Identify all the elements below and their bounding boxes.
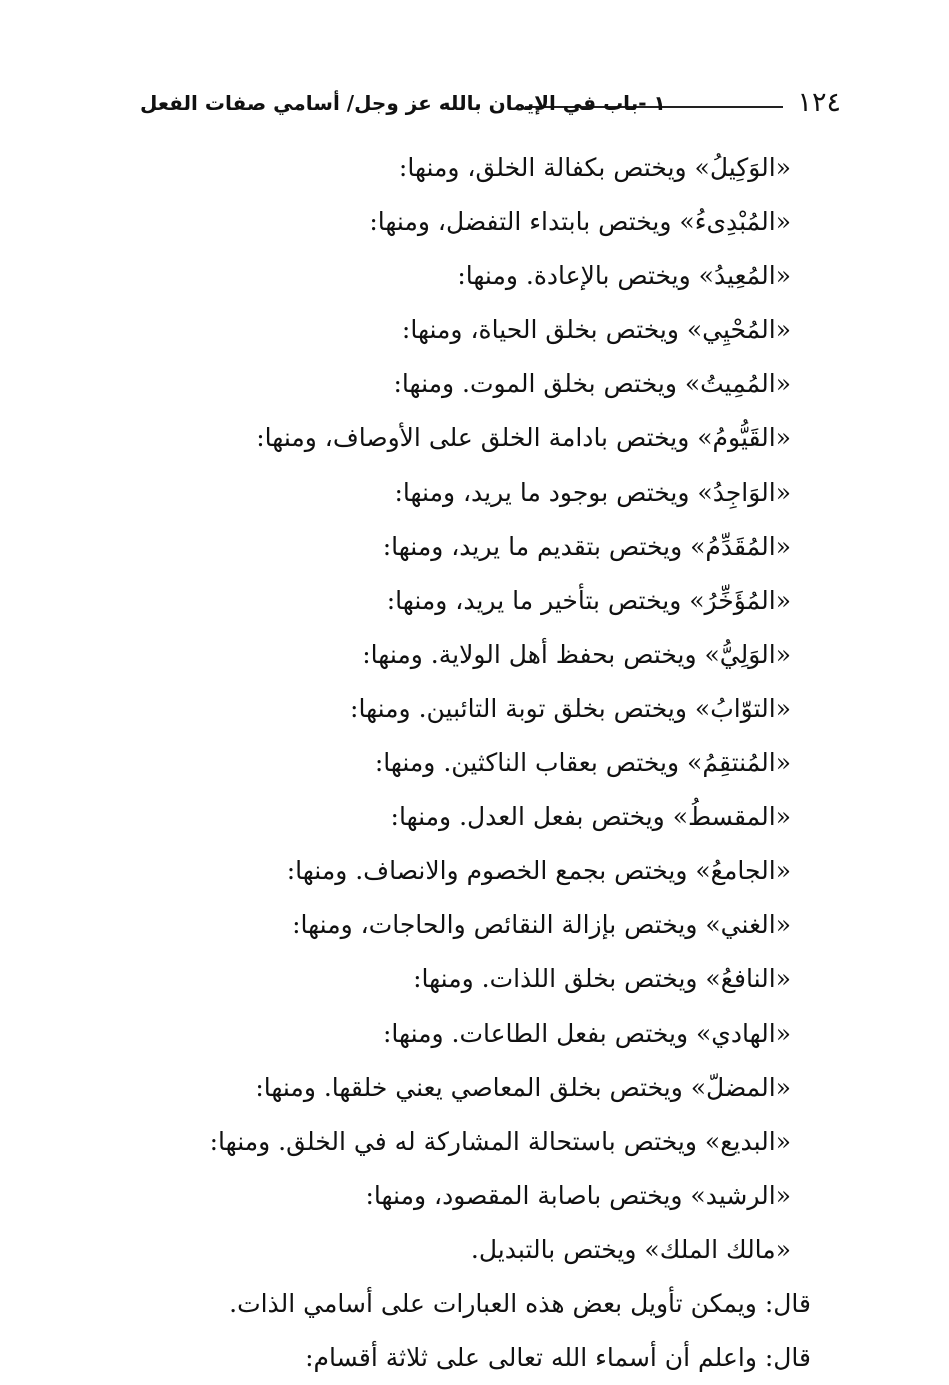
page-header (140, 85, 841, 121)
text-line: «المُمِيتُ» ويختص بخلق الموت. ومنها: (393, 369, 791, 399)
text-line: «الهادي» ويختص بفعل الطاعات. ومنها: (383, 1018, 791, 1048)
text-line: «المقسطُ» ويختص بفعل العدل. ومنها: (390, 802, 791, 832)
text-line: «الجامعُ» ويختص بجمع الخصوم والانصاف. ومنها: (286, 856, 791, 886)
text-line: «الوَلِيُّ» ويختص بحفظ أهل الولاية. ومنها: (362, 639, 791, 669)
running-title: ١ -باب في الإيمان بالله عز وجل/ أسامي صفات الفعل (140, 91, 666, 115)
page-number: ١٢٤ (797, 87, 841, 118)
text-line: «الوَاجِدُ» ويختص بوجود ما يريد، ومنها: (394, 477, 791, 507)
text-line: «البديع» ويختص باستحالة المشاركة له في الخلق. ومنها: (209, 1126, 791, 1156)
text-line: «النافعُ» ويختص بخلق اللذات. ومنها: (413, 964, 791, 994)
text-line: «التوّابُ» ويختص بخلق توبة التائبين. ومنها: (350, 693, 791, 723)
text-line: «المُعِيدُ» ويختص بالإعادة. ومنها: (457, 261, 791, 291)
text-line: «الرشيد» ويختص باصابة المقصود، ومنها: (365, 1180, 791, 1210)
text-line: «المُؤَخِّرُ» ويختص بتأخير ما يريد، ومنها: (386, 585, 791, 615)
note-line: قال: ويمكن تأويل بعض هذه العبارات على أسامي الذات. (229, 1288, 811, 1318)
text-line: «المُبْدِىءُ» ويختص بابتداء التفضل، ومنها: (369, 207, 791, 237)
text-line: «الوَكِيلُ» ويختص بكفالة الخلق، ومنها: (398, 153, 791, 182)
text-line: «المُحْيِي» ويختص بخلق الحياة، ومنها: (401, 315, 791, 345)
text-line: «المضلّ» ويختص بخلق المعاصي يعني خلقها. ومنها: (255, 1072, 791, 1102)
body-text (160, 141, 811, 1385)
text-line: «المُقَدِّمُ» ويختص بتقديم ما يريد، ومنها: (382, 531, 791, 561)
text-line: «القَيُّومُ» ويختص بادامة الخلق على الأوصاف، ومنها: (256, 423, 791, 453)
note-line: قال: واعلم أن أسماء الله تعالى على ثلاثة أقسام: (305, 1343, 811, 1373)
text-line: «الغني» ويختص بإزالة النقائص والحاجات، ومنها: (292, 910, 791, 940)
text-line: «مالك الملك» ويختص بالتبديل. (470, 1234, 791, 1264)
text-line: «المُنتقِمُ» ويختص بعقاب الناكثين. ومنها: (374, 748, 791, 778)
